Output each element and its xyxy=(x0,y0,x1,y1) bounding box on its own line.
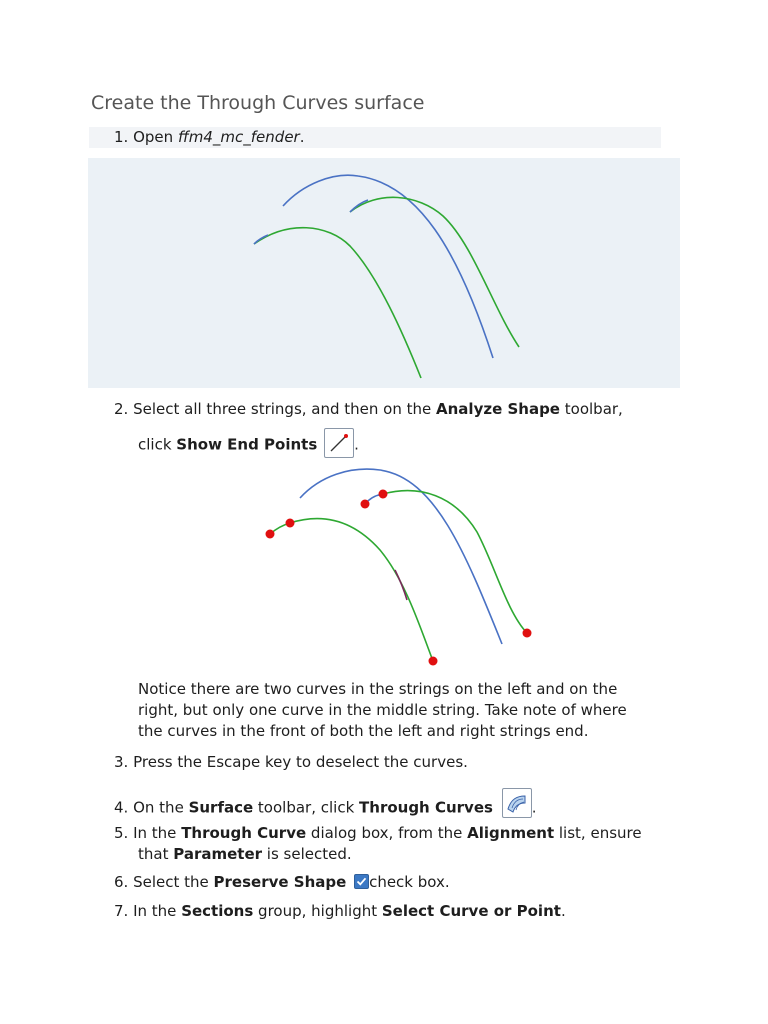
group-name: Sections xyxy=(181,902,254,920)
step-text: click xyxy=(138,435,177,454)
step-7 xyxy=(114,901,566,922)
step-number: 7. xyxy=(114,902,129,920)
step-5-line-2 xyxy=(138,844,352,865)
step-text: list, ensure xyxy=(554,824,642,842)
left-string-curve xyxy=(254,228,421,378)
step-text: . xyxy=(560,902,566,920)
option-name: Alignment xyxy=(467,824,555,842)
note-line: right, but only one curve in the middle string. Take note of where xyxy=(138,701,627,719)
step-number: 3. xyxy=(114,753,129,771)
dialog-name: Through Curve xyxy=(181,824,307,842)
step-text: . xyxy=(354,435,359,454)
right-string-curve xyxy=(383,491,527,633)
step-text: Select all three strings, and then on the xyxy=(133,400,437,418)
step-text: Open xyxy=(133,128,178,146)
step-6 xyxy=(114,872,450,893)
end-point-marker xyxy=(286,519,295,528)
step-3 xyxy=(114,752,468,773)
step-text: that xyxy=(138,845,174,863)
toolbar-name: Surface xyxy=(188,798,254,817)
end-point-marker xyxy=(429,657,438,666)
end-point-marker xyxy=(523,629,532,638)
middle-string-curve xyxy=(283,175,493,358)
command-name: Show End Points xyxy=(176,435,318,454)
step-text: Press the Escape key to deselect the curves. xyxy=(133,753,468,771)
step-number: 2. xyxy=(114,400,129,418)
curves-illustration xyxy=(88,158,680,388)
step-2 xyxy=(114,399,623,420)
note-line: Notice there are two curves in the strings on the left and on the xyxy=(138,680,618,698)
toolbar-name: Analyze Shape xyxy=(436,400,560,418)
step-text: toolbar, xyxy=(560,400,623,418)
step-text: toolbar, click xyxy=(253,798,360,817)
end-points-figure xyxy=(255,462,545,672)
middle-string-curve xyxy=(300,469,502,644)
step-5 xyxy=(114,823,642,844)
left-string-dark-segment xyxy=(395,570,407,600)
step-text: group, highlight xyxy=(253,902,382,920)
step-text: is selected. xyxy=(262,845,352,863)
step-text: check box. xyxy=(369,873,450,891)
show-end-points-icon xyxy=(324,428,354,458)
step-text: On the xyxy=(133,798,189,817)
step-2-line-2 xyxy=(138,430,359,460)
note-line: the curves in the front of both the left and right strings end. xyxy=(138,722,589,740)
step-text: Select the xyxy=(133,873,214,891)
note-paragraph xyxy=(138,679,698,742)
step-text: dialog box, from the xyxy=(306,824,468,842)
step-text: In the xyxy=(133,902,182,920)
end-point-marker xyxy=(266,530,275,539)
option-value: Parameter xyxy=(173,845,263,863)
step-1 xyxy=(114,127,305,148)
option-name: Preserve Shape xyxy=(213,873,347,891)
left-string-curve xyxy=(290,519,433,661)
step-number: 4. xyxy=(114,798,129,817)
step-number: 5. xyxy=(114,824,129,842)
step-number: 6. xyxy=(114,873,129,891)
step-text: . xyxy=(299,128,305,146)
end-points-illustration xyxy=(255,462,545,672)
step-text: . xyxy=(531,798,537,817)
end-point-marker xyxy=(361,500,370,509)
option-name: Select Curve or Point xyxy=(381,902,561,920)
end-point-marker xyxy=(379,490,388,499)
file-name: ffm4_mc_fender xyxy=(177,128,300,146)
step-number: 1. xyxy=(114,128,129,146)
curves-figure xyxy=(88,158,680,388)
right-string-curve xyxy=(350,197,519,347)
command-name: Through Curves xyxy=(359,798,493,817)
page-title: Create the Through Curves surface xyxy=(91,92,425,114)
step-4 xyxy=(114,793,537,823)
through-curves-icon xyxy=(502,788,532,818)
checkbox-checked-icon xyxy=(354,874,369,889)
step-text: In the xyxy=(133,824,182,842)
